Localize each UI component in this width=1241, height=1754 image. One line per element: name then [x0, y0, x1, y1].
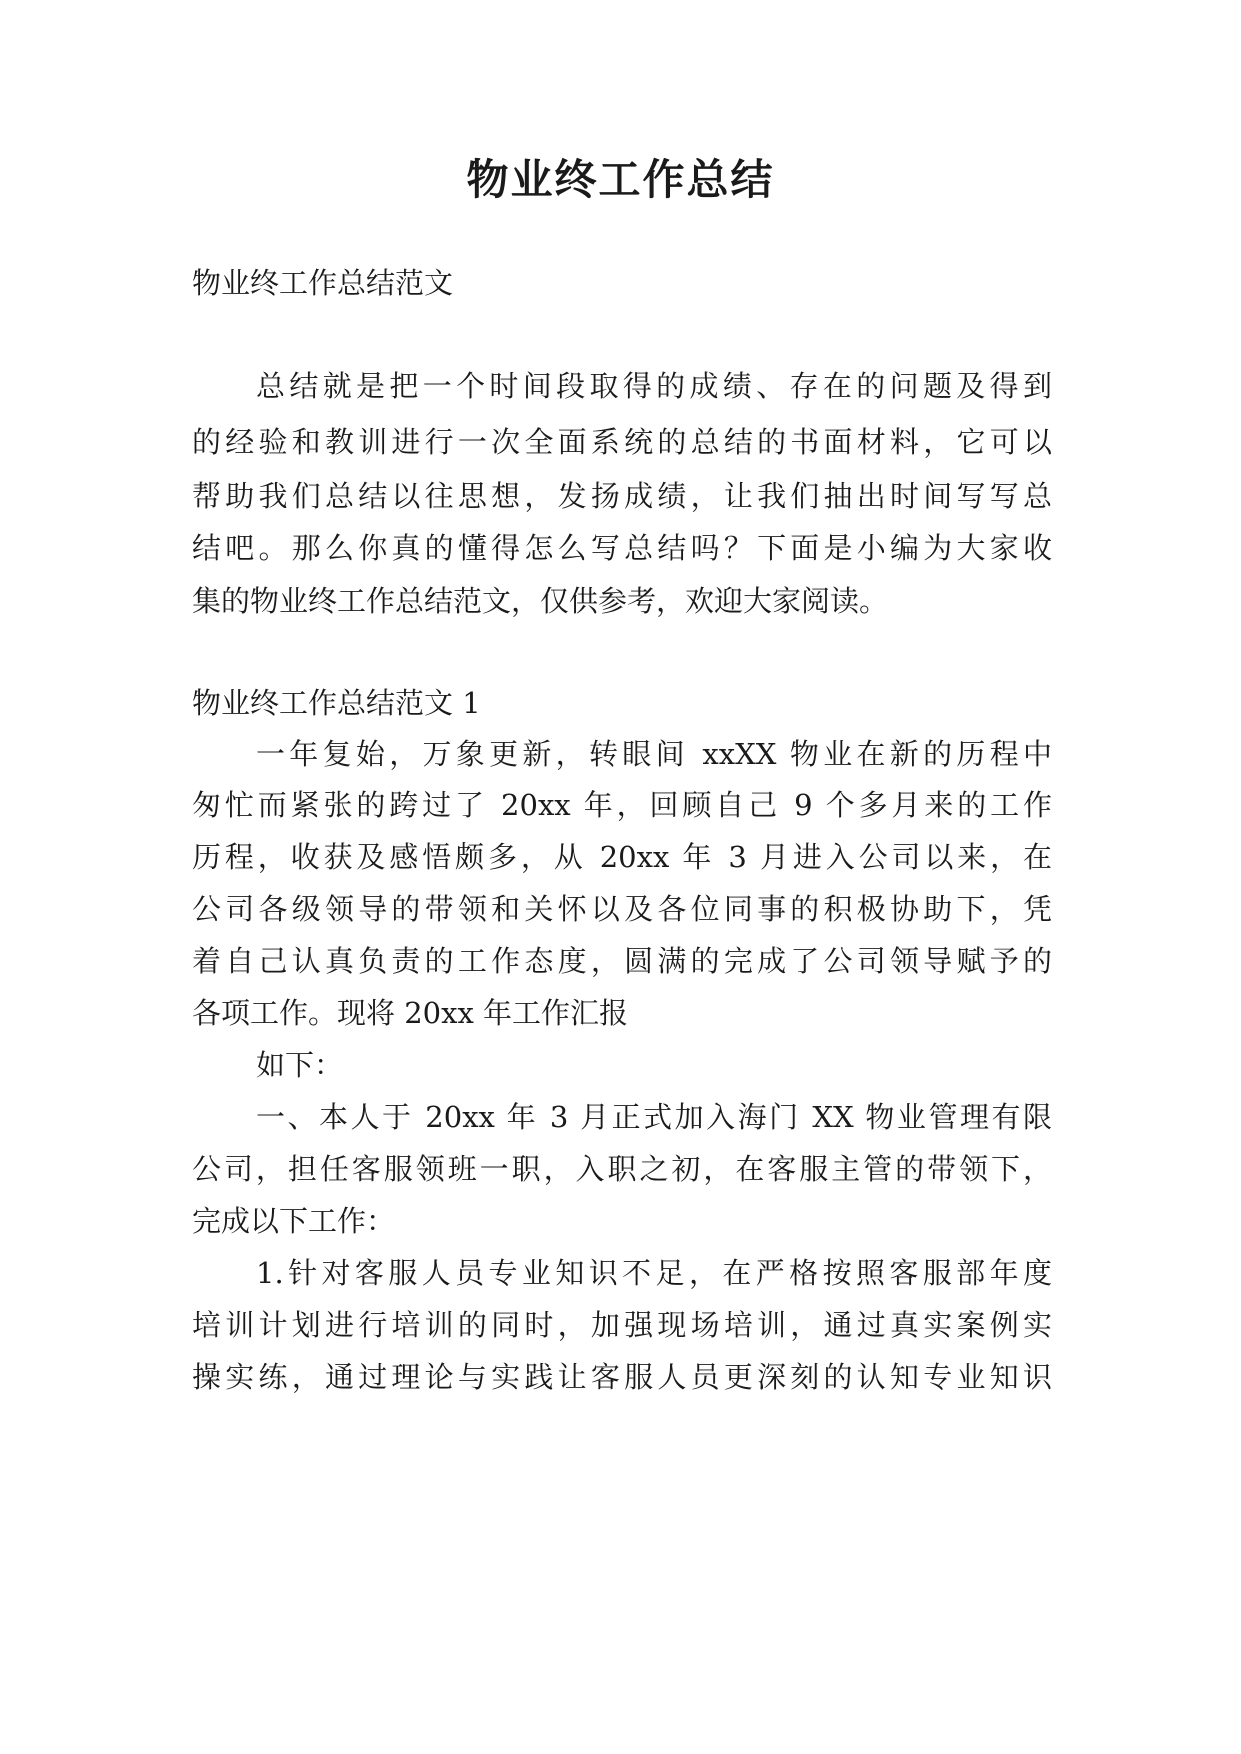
paragraph-line: 公司，担任客服领班一职，入职之初，在客服主管的带领下， — [192, 1152, 1052, 1186]
paragraph-line: 总结就是把一个时间段取得的成绩、存在的问题及得到 — [256, 369, 1052, 403]
document-title: 物业终工作总结 — [466, 155, 775, 204]
paragraph-line: 的经验和教训进行一次全面系统的总结的书面材料，它可以 — [192, 425, 1052, 459]
paragraph-line: 操实练，通过理论与实践让客服人员更深刻的认知专业知识 — [192, 1360, 1052, 1394]
paragraph-line: 一年复始，万象更新，转眼间 xxXX 物业在新的历程中 — [256, 737, 1052, 771]
paragraph-line: 结吧。那么你真的懂得怎么写总结吗？下面是小编为大家收 — [192, 531, 1052, 565]
paragraph-line: 历程，收获及感悟颇多，从 20xx 年 3 月进入公司以来，在 — [192, 840, 1052, 874]
paragraph-line: 匆忙而紧张的跨过了 20xx 年，回顾自己 9 个多月来的工作 — [192, 788, 1052, 822]
document-subtitle: 物业终工作总结范文 — [192, 266, 454, 300]
paragraph-line: 如下： — [256, 1048, 344, 1082]
paragraph-line: 集的物业终工作总结范文，仅供参考，欢迎大家阅读。 — [192, 584, 889, 618]
paragraph-line: 培训计划进行培训的同时，加强现场培训，通过真实案例实 — [192, 1308, 1052, 1342]
paragraph-line: 完成以下工作： — [192, 1204, 396, 1238]
paragraph-line: 帮助我们总结以往思想，发扬成绩，让我们抽出时间写写总 — [192, 479, 1052, 513]
paragraph-line: 一、本人于 20xx 年 3 月正式加入海门 XX 物业管理有限 — [256, 1100, 1052, 1134]
paragraph-line: 公司各级领导的带领和关怀以及各位同事的积极协助下，凭 — [192, 892, 1052, 926]
paragraph-line: 1.针对客服人员专业知识不足，在严格按照客服部年度 — [256, 1256, 1052, 1290]
paragraph-line: 着自己认真负责的工作态度，圆满的完成了公司领导赋予的 — [192, 944, 1052, 978]
paragraph-line: 各项工作。现将 20xx 年工作汇报 — [192, 996, 629, 1030]
section-heading: 物业终工作总结范文 1 — [192, 686, 481, 720]
